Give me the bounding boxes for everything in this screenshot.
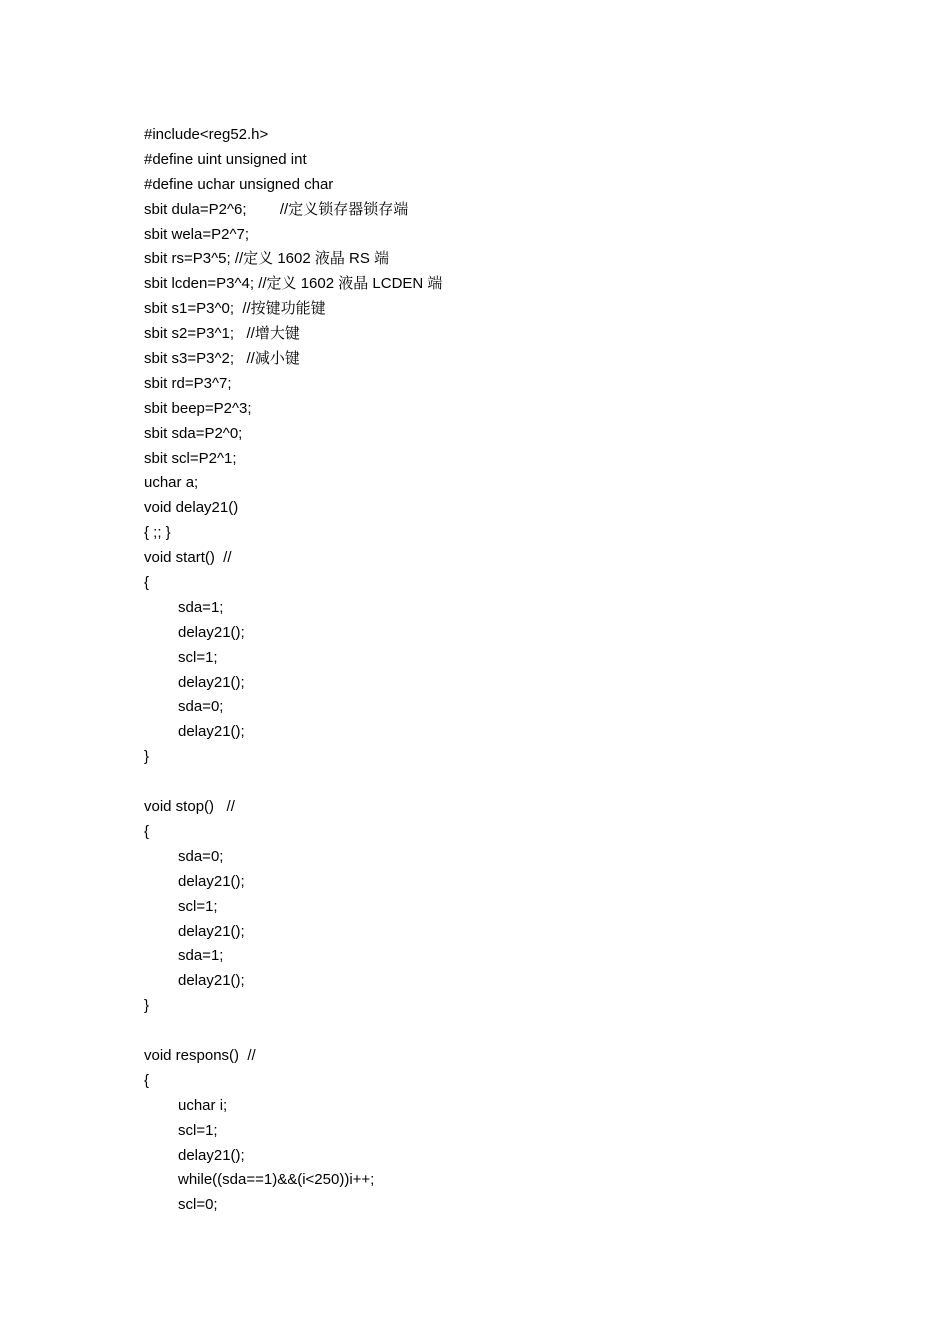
code-line: void delay21() <box>144 499 239 517</box>
code-line: scl=1; <box>178 897 218 915</box>
code-line: #define uchar unsigned char <box>144 175 334 193</box>
code-line: } <box>144 748 150 766</box>
code-line: scl=1; <box>178 648 218 666</box>
code-line: { <box>144 822 150 840</box>
code-line: sbit rd=P3^7; <box>144 374 232 392</box>
code-line: { ;; } <box>144 524 171 542</box>
code-line: { <box>144 574 150 592</box>
code-line: sbit scl=P2^1; <box>144 449 237 467</box>
code-line: sda=0; <box>178 698 224 716</box>
code-line: { <box>144 1071 150 1089</box>
code-line: sda=1; <box>178 598 224 616</box>
code-line: uchar a; <box>144 474 199 492</box>
code-line <box>144 770 844 795</box>
code-line: delay21(); <box>178 1146 245 1164</box>
code-line: delay21(); <box>178 872 245 890</box>
code-line <box>144 1019 844 1044</box>
code-line: scl=1; <box>178 1121 218 1139</box>
code-line: } <box>144 997 150 1015</box>
code-line: delay21(); <box>178 623 245 641</box>
code-line: while((sda==1)&&(i<250))i++; <box>178 1171 375 1189</box>
code-line: void stop() // <box>144 798 235 816</box>
code-line: sda=0; <box>178 847 224 865</box>
code-line: scl=0; <box>178 1196 218 1214</box>
code-line: uchar i; <box>178 1096 228 1114</box>
code-line: sda=1; <box>178 947 224 965</box>
code-line: sbit s3=P3^2; //减小键 <box>144 350 300 368</box>
code-line: sbit s2=P3^1; //增大键 <box>144 325 300 343</box>
code-line: delay21(); <box>178 673 245 691</box>
code-line: #include<reg52.h> <box>144 126 269 143</box>
code-block <box>144 123 844 1218</box>
code-line: sbit lcden=P3^4; //定义 1602 液晶 LCDEN 端 <box>144 275 443 293</box>
code-line: sbit wela=P2^7; <box>144 225 250 243</box>
code-line: sbit rs=P3^5; //定义 1602 液晶 RS 端 <box>144 250 390 268</box>
code-line: sbit dula=P2^6; //定义锁存器锁存端 <box>144 200 409 218</box>
code-line: delay21(); <box>178 922 245 940</box>
code-line: #define uint unsigned int <box>144 150 307 168</box>
code-line: void respons() // <box>144 1046 256 1064</box>
code-line: sbit s1=P3^0; //按键功能键 <box>144 300 326 318</box>
code-line: delay21(); <box>178 972 245 990</box>
code-line: sbit beep=P2^3; <box>144 399 252 417</box>
code-line: delay21(); <box>178 723 245 741</box>
code-line: void start() // <box>144 549 232 567</box>
code-line: sbit sda=P2^0; <box>144 424 243 442</box>
